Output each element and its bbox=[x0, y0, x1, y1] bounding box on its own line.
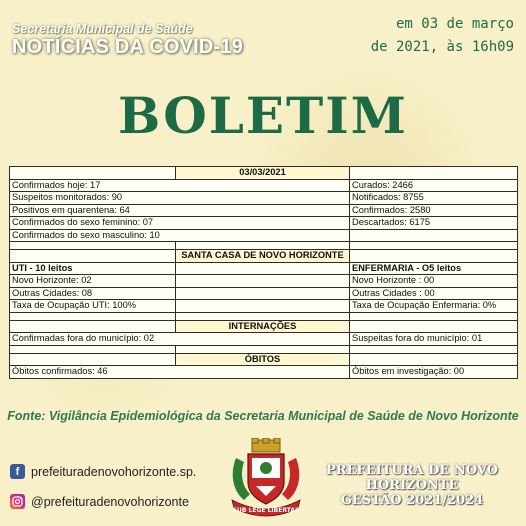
date-line-1: em 03 de março bbox=[395, 16, 514, 32]
table-row bbox=[10, 300, 518, 313]
instagram-handle: @prefeituradenovohorizonte bbox=[31, 494, 189, 509]
obitos-investigacao: Óbitos em investigação: 00 bbox=[350, 366, 518, 379]
uti-outras: Outras Cidades: 08 bbox=[10, 287, 176, 300]
uti-label: UTI - 10 leitos bbox=[10, 262, 176, 275]
table-row bbox=[10, 179, 518, 192]
uti-novo: Novo Horizonte: 02 bbox=[10, 275, 176, 288]
enfermaria-label: ENFERMARIA - O5 leitos bbox=[350, 262, 518, 275]
confirmados: Confirmados: 2580 bbox=[350, 204, 518, 217]
confirmados-hoje: Confirmados hoje: 17 bbox=[10, 179, 350, 192]
facebook-link[interactable] bbox=[10, 464, 196, 479]
internacoes-suspeitas: Suspeitas fora do município: 01 bbox=[350, 333, 518, 346]
table-row bbox=[10, 217, 518, 230]
prefeitura-name: PREFEITURA DE NOVO HORIZONTE bbox=[325, 463, 498, 493]
source-note: Fonte: Vigilância Epidemiológica da Secretaria Municipal de Saúde de Novo Horizonte bbox=[7, 409, 519, 423]
curados: Curados: 2466 bbox=[350, 179, 518, 192]
facebook-icon: f bbox=[10, 464, 25, 479]
header-title: NOTÍCIAS DA COVID-19 bbox=[12, 36, 244, 58]
bulletin-table bbox=[9, 166, 518, 379]
masculino: Confirmados do sexo masculino: 10 bbox=[10, 229, 350, 242]
table-row bbox=[10, 366, 518, 379]
gestao-label: GESTÃO 2021/2024 bbox=[340, 493, 484, 508]
table-row bbox=[10, 250, 518, 263]
facebook-handle: prefeituradenovohorizonte.sp. bbox=[31, 464, 197, 479]
boletim-heading: BOLETIM bbox=[118, 86, 408, 145]
enf-taxa: Taxa de Ocupação Enfermaria: 0% bbox=[350, 300, 518, 313]
table-row bbox=[10, 204, 518, 217]
santa-casa-header: SANTA CASA DE NOVO HORIZONTE bbox=[176, 250, 350, 263]
notificados: Notificados: 8755 bbox=[350, 192, 518, 205]
table-row bbox=[10, 275, 518, 288]
header-subtitle: Secretaria Municipal de Saúde bbox=[12, 22, 193, 36]
table-row bbox=[10, 320, 518, 333]
table-row bbox=[10, 192, 518, 205]
obitos-header: ÓBITOS bbox=[176, 353, 350, 366]
date-line-2: de 2021, às 16h09 bbox=[370, 39, 514, 55]
instagram-icon bbox=[10, 494, 25, 509]
internacoes-confirmadas: Confirmadas fora do município: 02 bbox=[10, 333, 350, 346]
enf-novo: Novo Horizonte : 00 bbox=[350, 275, 518, 288]
obitos-confirmados: Óbitos confirmados: 46 bbox=[10, 366, 350, 379]
descartados: Descartados: 6175 bbox=[350, 217, 518, 230]
instagram-link[interactable] bbox=[10, 494, 189, 509]
city-crest-icon bbox=[228, 438, 304, 520]
table-row bbox=[10, 287, 518, 300]
enf-outras: Outras Cidades : 00 bbox=[350, 287, 518, 300]
feminino: Confirmados do sexo feminino: 07 bbox=[10, 217, 350, 230]
table-row bbox=[10, 229, 518, 242]
positivos: Positivos em quarentena: 64 bbox=[10, 204, 350, 217]
internacoes-header: INTERNAÇÕES bbox=[176, 320, 350, 333]
crest-motto: SUB LEGE LIBERTAS bbox=[232, 507, 300, 514]
suspeitos: Suspeitos monitorados: 90 bbox=[10, 192, 350, 205]
date-block bbox=[344, 13, 514, 59]
table-row bbox=[10, 353, 518, 366]
table-row bbox=[10, 333, 518, 346]
date-header: 03/03/2021 bbox=[176, 167, 350, 180]
table-row bbox=[10, 262, 518, 275]
table-row bbox=[10, 167, 518, 180]
uti-taxa: Taxa de Ocupação UTI: 100% bbox=[10, 300, 176, 313]
